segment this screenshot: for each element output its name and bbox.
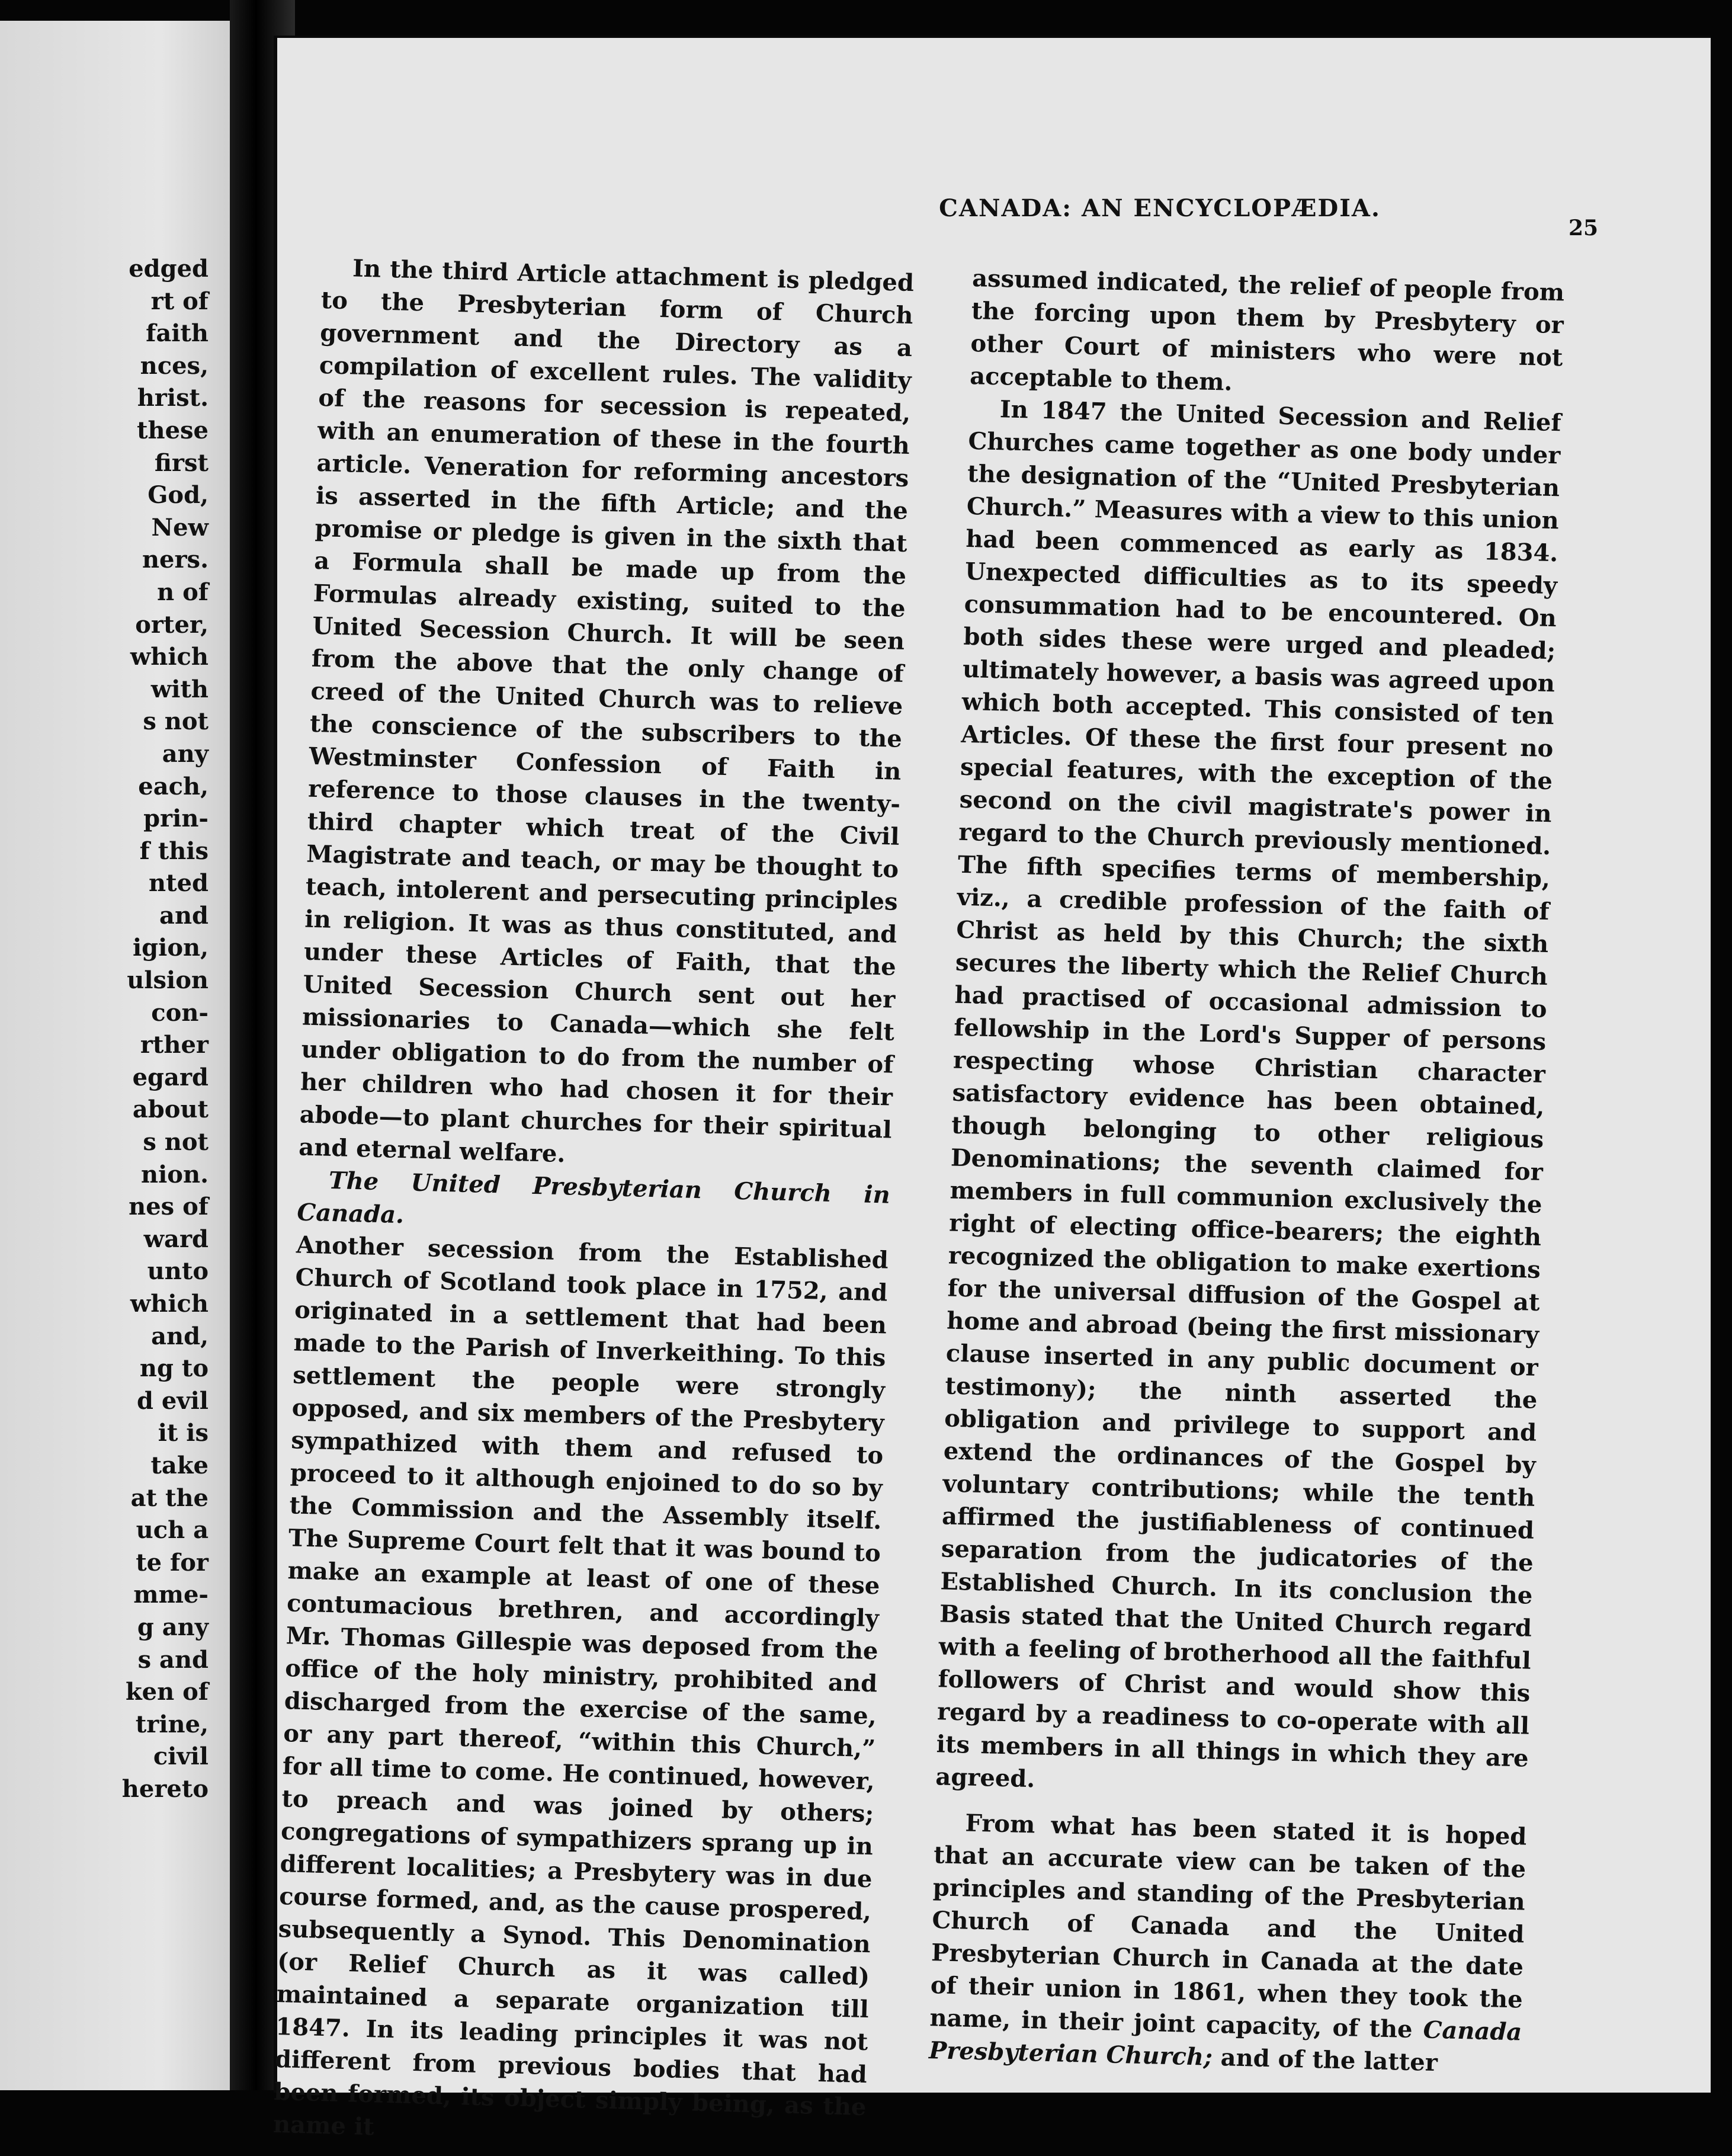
previous-page-line-fragment: ulsion — [127, 966, 209, 995]
paragraph: Another secession from the Established Church of Scotland took place in 1752, and originated in a settlement that had been made to the Parish of Inverkeithing. To this settlement the people were strongly opposed, and six members of the Presbytery sympathized with them and refused to proceed to it although enjoined to do so by the Commission and the Assembly itself. The Supreme Court felt that it was bound to make an example at least of one of these contumacious brethren, and accordingly Mr. Thomas Gillespie was deposed from the office of the holy ministry, prohibited and discharged from the exercise of the same, or any part thereof, “within this Church,” for all time to come. He continued, however, to preach and was joined by others; congregations of sympathizers sprang up in different localities; a Presbytery was in due course formed, and, as the cause prospered, subsequently a Synod. This Denomination (or Relief Church as it was called) maintained a separate organization till 1847. In its leading principles it was not different from previous bodies that had been formed, its object simply being, as the name it — [272, 1231, 889, 2141]
right-text-column — [929, 262, 1565, 2081]
previous-page-line-fragment: nes of — [129, 1193, 209, 1221]
previous-page-line-fragment: at the — [130, 1484, 209, 1512]
previous-page-line-fragment: rt of — [150, 287, 209, 315]
previous-page-line-fragment: con- — [151, 998, 209, 1027]
previous-page-line-fragment: these — [137, 416, 209, 444]
italic-church-name: Canada Presbyterian Church; — [928, 2016, 1522, 2071]
previous-page-line-fragment: nion. — [141, 1160, 209, 1188]
previous-page-line-fragment: hrist. — [137, 384, 209, 412]
previous-page-line-fragment: mme- — [133, 1581, 209, 1609]
previous-page-line-fragment: each, — [138, 772, 209, 800]
previous-page-line-fragment: nces, — [140, 351, 209, 380]
previous-page-line-fragment: God, — [147, 481, 209, 510]
previous-page-line-fragment: ken of — [125, 1678, 209, 1706]
page-number: 25 — [1569, 216, 1599, 241]
paragraph: assumed indicated, the relief of people from the forcing upon them by Presbytery or other Court of ministers who were not acceptable to them. — [969, 264, 1565, 396]
previous-page-line-fragment: any — [162, 739, 209, 768]
previous-page-line-fragment: ners. — [142, 546, 209, 574]
section-subheading: The United Presbyterian Church in Canada. — [296, 1166, 891, 1229]
previous-page-line-fragment: g any — [137, 1613, 209, 1641]
previous-page-line-fragment: civil — [153, 1742, 209, 1771]
previous-page-line-fragment: New — [151, 513, 209, 542]
book-page — [272, 36, 1711, 2141]
paragraph-text: From what has been stated it is hoped that an accurate view can be taken of the principles and standing of the Presbyterian Church of Canada and the United Presbyterian Church in Canada at the date of their union in 1861, when they took the name, in their joint capacity, of the — [929, 1809, 1527, 2044]
previous-page-line-fragment: trine, — [135, 1710, 209, 1738]
previous-page-line-fragment: hereto — [121, 1774, 209, 1803]
previous-page-line-fragment: orter, — [135, 610, 209, 639]
previous-page-line-fragment: uch a — [136, 1516, 209, 1545]
previous-page-line-fragment: unto — [147, 1257, 209, 1286]
previous-page-text-fragments — [114, 253, 209, 1806]
previous-page-line-fragment: which — [130, 1290, 209, 1318]
previous-page-line-fragment: te for — [136, 1548, 209, 1577]
previous-page-line-fragment: and, — [151, 1322, 209, 1350]
previous-page-line-fragment: first — [154, 449, 209, 477]
previous-page-line-fragment: s not — [143, 1128, 209, 1157]
previous-page-line-fragment: igion, — [132, 934, 209, 962]
previous-page-line-fragment: it is — [158, 1419, 209, 1447]
previous-page-line-fragment: rther — [140, 1031, 209, 1059]
previous-page-line-fragment: take — [150, 1451, 209, 1479]
previous-page-line-fragment: about — [132, 1095, 209, 1124]
previous-page-line-fragment: egard — [132, 1063, 209, 1091]
previous-page-line-fragment: prin- — [143, 805, 209, 833]
previous-page-line-fragment: ward — [143, 1225, 209, 1253]
previous-page-line-fragment: which — [130, 643, 209, 671]
paragraph: In the third Article attachment is pledged to the Presbyterian form of Church government and the Directory as a compilation of excellent rules. The validity of the reasons for secession is repeated, with an enumeration of these in the fourth article. Veneration for reforming ancestors is asserted in the fifth Article; and the promise or pledge is given in the sixth that a Formula shall be made up from the Formulas already existing, suited to the United Secession Church. It will be seen from the above that the only change of creed of the United Church was to relieve the conscience of the subscribers to the Westminster Confession of Faith in reference to those clauses in the twenty-third chapter which treat of the Civil Magistrate and teach, or may be thought to teach, intolerent and persecuting principles in religion. It was as thus constituted, and under these Articles of Faith, that the United Secession Church sent out her missionaries to Canada—which she felt under obligation to do from the number of her children who had chosen it for their abode—to plant churches for their spiritual and eternal welfare. — [298, 254, 915, 1168]
previous-page-line-fragment: s and — [137, 1645, 209, 1674]
previous-page-line-fragment: n of — [157, 578, 209, 606]
paragraph-text-end: and of the latter — [1212, 2043, 1438, 2077]
previous-page-line-fragment: and — [159, 901, 209, 930]
previous-page-line-fragment: nted — [149, 869, 209, 898]
previous-page-line-fragment: f this — [139, 837, 209, 865]
running-head: CANADA: AN ENCYCLOPÆDIA. — [939, 194, 1381, 222]
paragraph: In 1847 the United Secession and Relief Churches came together as one body under the designation of the “United Presbyterian Church.” Measures with a view to this union had been commenced as early as 1834. Unexpected difficulties as to its speedy consummation had to be encountered. On both sides these were urged and pleaded; ultimately however, a basis was agreed upon which both accepted. This consisted of ten Articles. Of these the first four present no special features, with the exception of the second on the civil magistrate's power in regard to the Church previously mentioned. The fifth specifies terms of membership, viz., a credible profession of the faith of Christ as held by this Church; the sixth secures the liberty which the Relief Church had practised of occasional admission to fellowship in the Lord's Supper of persons respecting whose Christian character satisfactory evidence has been obtained, though belonging to other religious Denominations; the seventh claimed for members in full communion exclusively the right of electing office-bearers; the eighth recognized the obligation to make exertions for the universal diffusion of the Gospel at home and abroad (being the first missionary clause inserted in any public document or testimony); the ninth asserted the obligation and privilege to support and extend the ordinances of the Gospel by voluntary contributions; while the tenth affirmed the justifiableness of continued separation from the judicatories of the Established Church. In its conclusion the Basis stated that the United Church regard with a feeling of brotherhood all the faithful followers of Christ and would show this regard by a readiness to co-operate with all its members in all things in which they are agreed. — [935, 395, 1562, 1793]
previous-page-line-fragment: d evil — [137, 1386, 209, 1415]
left-text-column — [272, 251, 914, 2156]
previous-page-line-fragment: ng to — [139, 1354, 209, 1383]
previous-page-line-fragment: s not — [143, 707, 209, 736]
previous-page-edge — [0, 21, 230, 2090]
previous-page-line-fragment: with — [150, 675, 209, 703]
paragraph — [929, 1806, 1527, 2081]
previous-page-line-fragment: faith — [146, 319, 209, 348]
previous-page-line-fragment: edged — [129, 255, 209, 283]
